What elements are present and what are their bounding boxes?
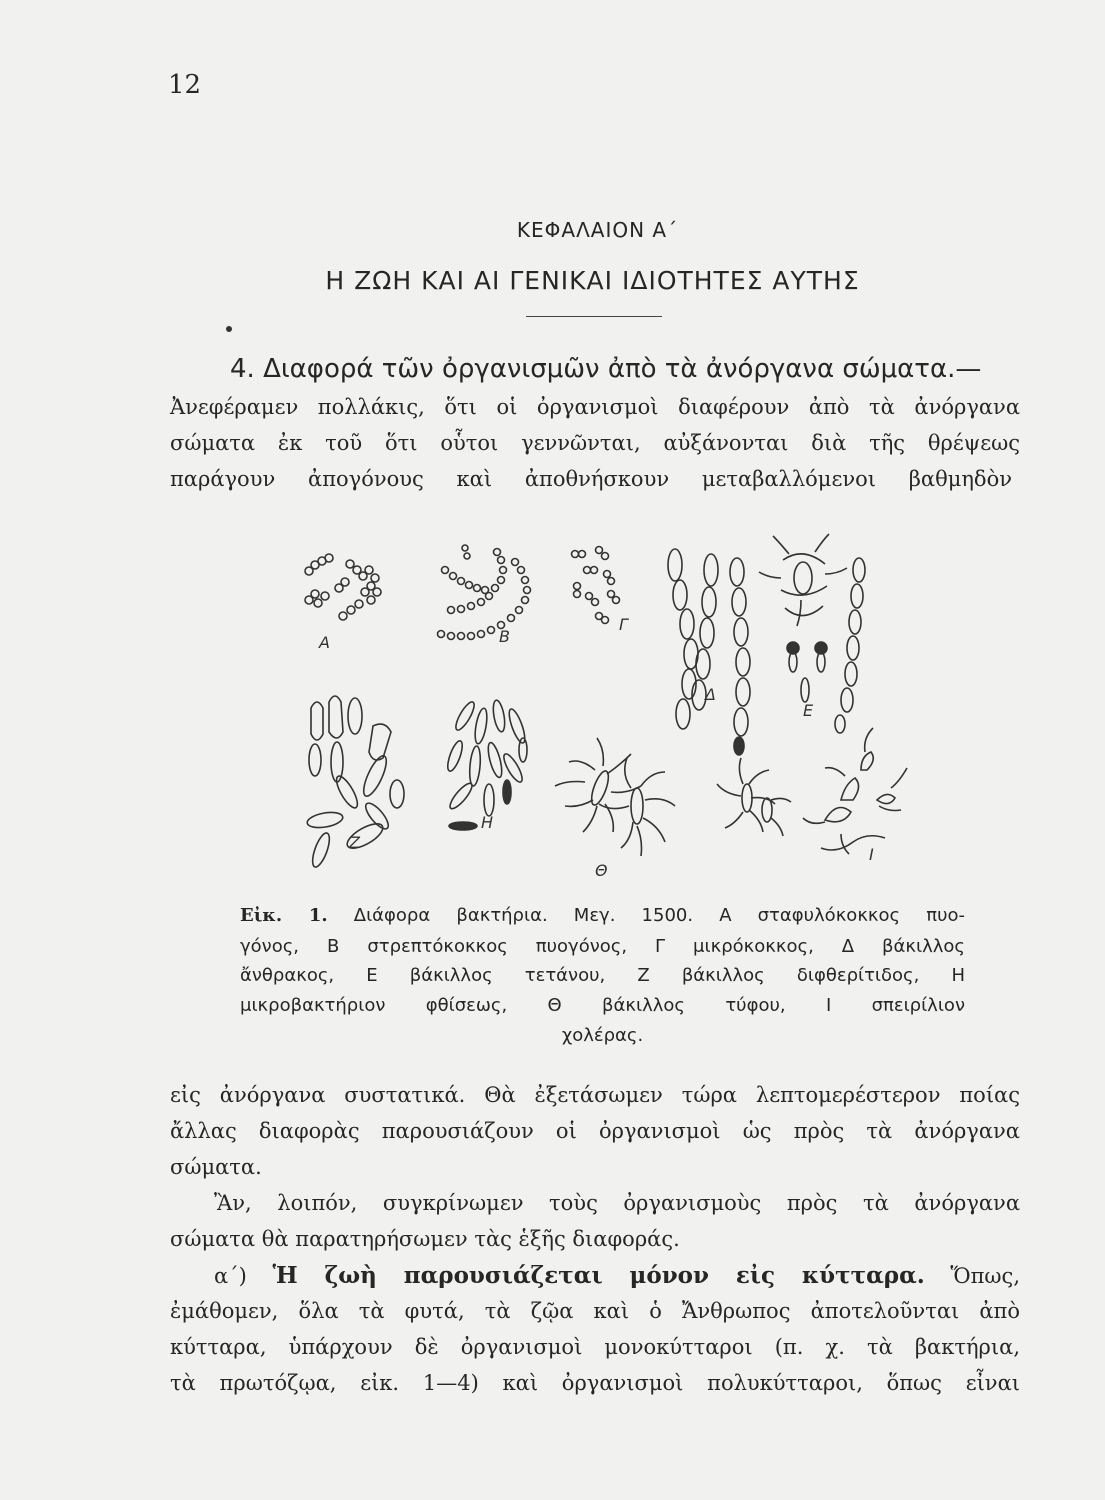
intro-line-1: Ἀνεφέραμεν πολλάκις, ὅτι οἱ ὀργανισμοὶ διαφέρουν ἀπὸ τὰ ἀνόργανα bbox=[170, 395, 1020, 419]
title-divider bbox=[526, 316, 662, 317]
figure-label-a: Α bbox=[319, 633, 330, 652]
streptococcus-illustration bbox=[438, 545, 531, 640]
caption-line-5: χολέρας. bbox=[561, 1025, 644, 1046]
figure-label-c: Γ bbox=[619, 615, 628, 634]
caption-line-1-text: Διάφορα βακτήρια. Μεγ. 1500. Α σταφυλόκοκκος πυο- bbox=[327, 905, 965, 926]
cholera-spirillum-illustration bbox=[803, 728, 907, 854]
figure-label-h: Η bbox=[481, 813, 494, 832]
intro-line-2: σώματα ἐκ τοῦ ὅτι οὗτοι γεννῶνται, αὐξάνονται διὰ τῆς θρέψεως bbox=[170, 431, 1020, 455]
figure-label-i: Ι bbox=[869, 845, 874, 864]
caption-line-1 bbox=[240, 907, 965, 925]
caption-line-4: μικροβακτήριον φθίσεως, Θ βάκιλλος τύφου, Ι σπειρίλιον bbox=[240, 995, 965, 1016]
section-heading: 4. Διαφορά τῶν ὀργανισμῶν ἀπὸ τὰ ἀνόργανα σώματα.— bbox=[230, 354, 982, 384]
bullet-dot bbox=[226, 326, 232, 332]
figure-label-e: Ε bbox=[803, 701, 814, 720]
bacteria-figure bbox=[285, 530, 925, 900]
tail-line-3: τὰ πρωτόζῳα, εἰκ. 1—4) καὶ ὀργανισμοὶ πολυκύτταροι, ὅπως εἶναι bbox=[170, 1371, 1020, 1395]
body-line-3: σώματα. bbox=[170, 1155, 262, 1179]
body-line-2: ἄλλας διαφορὰς παρουσιάζουν οἱ ὀργανισμοὶ ὡς πρὸς τὰ ἀνόργανα bbox=[170, 1119, 1020, 1143]
intro-line-3: παράγουν ἀπογόνους καὶ ἀποθνήσκουν μεταβαλλόμενοι βαθμηδὸν bbox=[170, 467, 1012, 491]
figure-label-z: Ζ bbox=[349, 833, 360, 852]
caption-line-2: γόνος, Β στρεπτόκοκκος πυογόνος, Γ μικρόκοκκος, Δ βάκιλλος bbox=[240, 936, 965, 957]
tail-line-1: ἐμάθομεν, ὅλα τὰ φυτά, τὰ ζῷα καὶ ὁ Ἄνθρωπος ἀποτελοῦνται ἀπὸ bbox=[170, 1299, 1020, 1323]
typhoid-bacillus-illustration bbox=[555, 738, 791, 856]
tail-line-2: κύτταρα, ὑπάρχουν δὲ ὀργανισμοὶ μονοκύτταροι (π. χ. τὰ βακτήρια, bbox=[170, 1335, 1020, 1359]
caption-figure-number: Εἰκ. 1. bbox=[240, 905, 328, 926]
point-a-rest: Ὅπως, bbox=[950, 1264, 1020, 1288]
body-line-1: εἰς ἀνόργανα συστατικά. Θὰ ἐξετάσωμεν τώρα λεπτομερέστερον ποίας bbox=[170, 1083, 1020, 1107]
figure-label-th: Θ bbox=[595, 861, 608, 880]
point-a-marker: α΄) bbox=[214, 1264, 247, 1288]
figure-label-b: Β bbox=[499, 627, 510, 646]
figure-label-d: Δ bbox=[705, 685, 716, 704]
caption-line-3: ἄνθρακος, Ε βάκιλλος τετάνου, Ζ βάκιλλος διφθερίτιδος, Η bbox=[240, 965, 965, 986]
anthrax-bacillus-illustration bbox=[668, 549, 750, 755]
chapter-label: ΚΕΦΑΛΑΙΟΝ Α΄ bbox=[516, 218, 679, 242]
point-a-bold: Ἡ ζωὴ παρουσιάζεται μόνον εἰς κύτταρα. bbox=[272, 1262, 925, 1289]
point-a-line bbox=[214, 1264, 1020, 1287]
micrococcus-illustration bbox=[572, 547, 620, 624]
tuberculosis-bacillus-illustration bbox=[445, 699, 528, 830]
page-number: 12 bbox=[168, 70, 202, 100]
chapter-title: Η ΖΩΗ ΚΑΙ ΑΙ ΓΕΝΙΚΑΙ ΙΔΙΟΤΗΤΕΣ ΑΥΤΗΣ bbox=[325, 266, 860, 295]
body-line-5: σώματα θὰ παρατηρήσωμεν τὰς ἑξῆς διαφοράς. bbox=[170, 1227, 680, 1251]
staphylococcus-illustration bbox=[305, 554, 381, 620]
body-line-4: Ἂν, λοιπόν, συγκρίνωμεν τοὺς ὀργανισμοὺς πρὸς τὰ ἀνόργανα bbox=[214, 1191, 1020, 1215]
